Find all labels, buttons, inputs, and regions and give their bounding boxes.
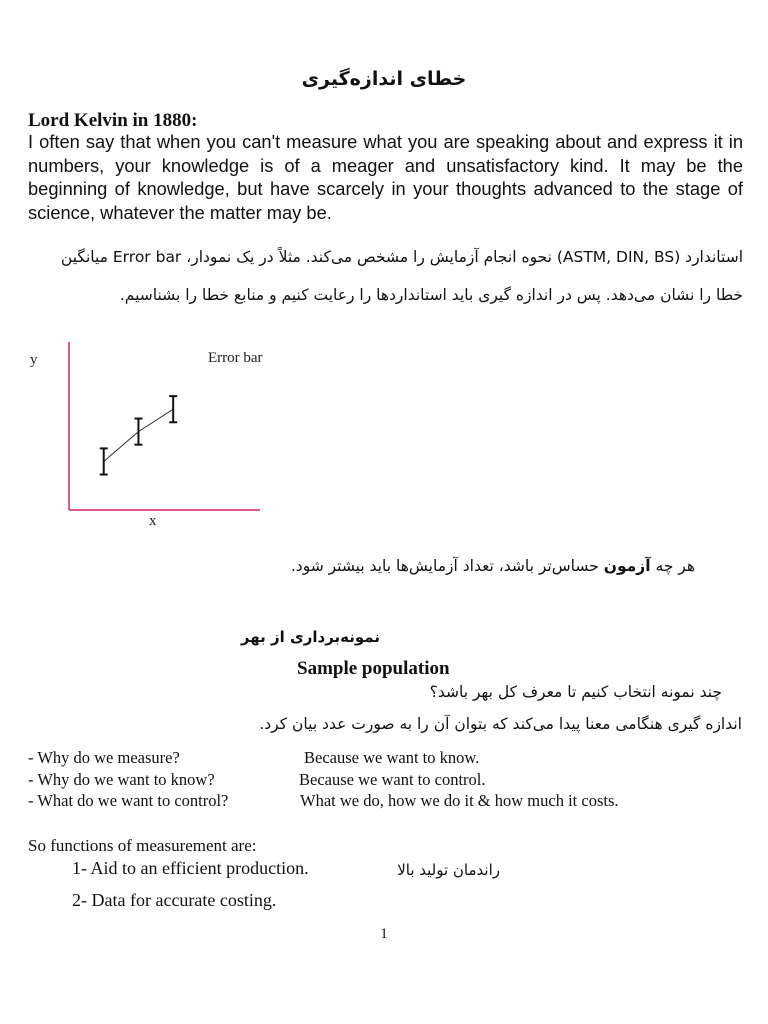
test-sentence-prefix: هر چه: [650, 557, 695, 575]
kelvin-quote: I often say that when you can't measure what you are speaking about and express it in numbers, your knowledge is of a meager and unsatisfactory kind. It may be the beginning of knowledge, but have scarcely in your thoughts advanced to the stage of science, whatever the matter may be.: [28, 131, 743, 223]
sampling-question: چند نمونه انتخاب کنیم تا معرف کل بهر باشد؟: [429, 683, 722, 701]
test-sentence-suffix: حساس‌تر باشد، تعداد آزمایش‌ها باید بیشتر شود.: [290, 557, 604, 575]
function-item-2: 2- Data for accurate costing.: [72, 890, 277, 910]
kelvin-heading: Lord Kelvin in 1880:: [28, 110, 198, 131]
error-bar-chart: [28, 340, 288, 530]
page-title: خطای اندازه‌گیری: [301, 68, 467, 90]
test-keyword: آزمون: [603, 557, 651, 575]
x-axis-label: x: [149, 513, 157, 529]
measurement-meaning-sentence: اندازه گیری هنگامی معنا پیدا می‌کند که بتوان آن را به صورت عدد بیان کرد.: [259, 715, 742, 733]
function-item-1: 1- Aid to an efficient production.: [72, 858, 309, 878]
sampling-heading-fa: نمونه‌برداری از بهر: [240, 628, 380, 646]
test-sensitivity-sentence: [200, 557, 695, 575]
error-bar-3: [169, 396, 177, 422]
answer-3: What we do, how we do it & how much it costs.: [300, 791, 619, 810]
question-3: - What do we want to control?: [28, 791, 229, 810]
error-bar-2: [134, 419, 142, 445]
question-2: - Why do we want to know?: [28, 770, 215, 789]
answer-2: Because we want to control.: [299, 770, 486, 789]
question-1: - Why do we measure?: [28, 748, 180, 767]
standards-paragraph-line-2: خطا را نشان می‌دهد. پس در اندازه گیری باید استانداردها را رعایت کنیم و منابع خطا را بشناسیم.: [119, 286, 743, 304]
answer-1: Because we want to know.: [304, 748, 480, 767]
standards-paragraph-line-1: استاندارد (ASTM, DIN, BS) نحوه انجام آزمایش را مشخص می‌کند. مثلاً در یک نمودار، Error bar میانگین: [60, 248, 743, 266]
functions-heading: So functions of measurement are:: [28, 836, 257, 855]
function-item-1-fa: راندمان تولید بالا: [397, 861, 500, 879]
error-bar-1: [100, 448, 108, 474]
sampling-heading-en: Sample population: [297, 658, 450, 679]
y-axis-label: y: [30, 352, 38, 368]
error-bar-annotation: Error bar: [208, 350, 263, 366]
page-number: 1: [380, 926, 388, 942]
